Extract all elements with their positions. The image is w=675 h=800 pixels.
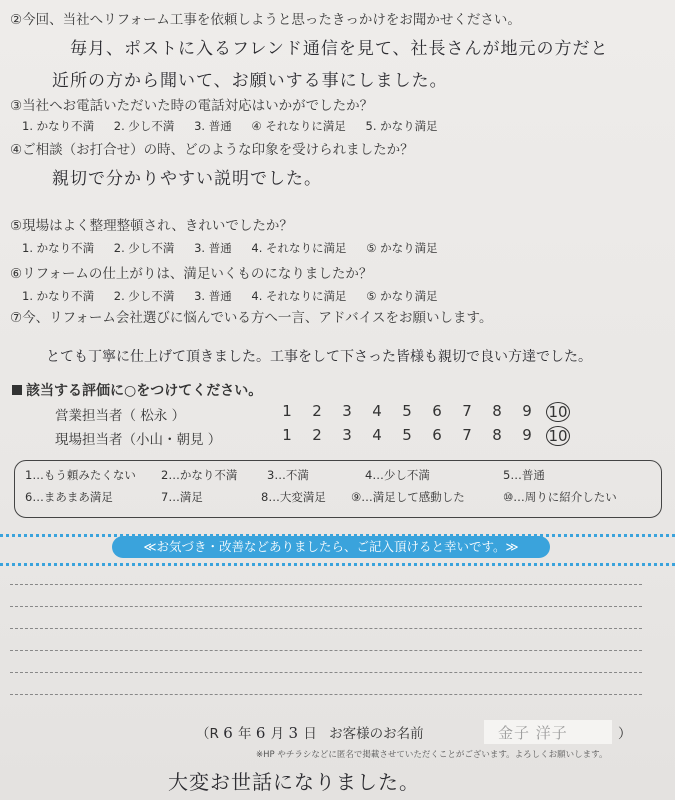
scale-item: ⑨…満足して感動した: [351, 490, 465, 504]
name-label: お客様のお名前: [329, 726, 424, 742]
rating-number-selected: 10: [546, 402, 570, 422]
customer-name-box: [484, 720, 612, 744]
comment-line: [10, 672, 642, 673]
customer-name: 金子 洋子: [498, 724, 568, 742]
rating-row-label: 営業担当者（ 松永 ）: [55, 408, 186, 424]
scale-item: 5…普通: [503, 468, 545, 482]
rating-number: 5: [402, 402, 412, 420]
question-7: ⑦今、リフォーム会社選びに悩んでいる方へ一言、アドバイスをお願いします。: [10, 310, 493, 326]
rating-number: 6: [432, 426, 442, 444]
rating-section-title: 該当する評価に○をつけてください。: [12, 380, 262, 400]
option-selected: ⑤ かなり満足: [366, 289, 438, 303]
rating-number: 4: [372, 426, 382, 444]
date-and-name: （R 6 年 6 月 3 日 お客様のお名前: [196, 724, 424, 742]
rating-number: 1: [282, 426, 292, 444]
option-selected: ⑤ かなり満足: [366, 241, 438, 255]
option: 5. かなり満足: [365, 119, 438, 133]
option: 2. 少し不満: [113, 289, 175, 303]
day-value: 3: [288, 724, 300, 742]
scale-item: 8…大変満足: [261, 490, 326, 504]
scale-item: 3…不満: [267, 468, 309, 482]
rating-row-label: 現場担当者（小山・朝見 ）: [55, 432, 222, 448]
answer-2-line1: 毎月、ポストに入るフレンド通信を見て、社長さんが地元の方だと: [70, 39, 609, 59]
options-6: [22, 288, 454, 304]
rating-number: 3: [342, 402, 352, 420]
comment-line: [10, 584, 642, 585]
rating-number: 9: [522, 402, 532, 420]
option: 1. かなり不満: [22, 119, 95, 133]
close-paren: ）: [618, 726, 632, 742]
rating-number: 7: [462, 402, 472, 420]
scale-item: 6…まあまあ満足: [25, 490, 113, 504]
question-6: ⑥リフォームの仕上がりは、満足いくものになりましたか？: [10, 266, 373, 282]
answer-4: 親切で分かりやすい説明でした。: [52, 169, 322, 189]
options-5: [22, 240, 454, 256]
rating-number: 5: [402, 426, 412, 444]
question-2: ②今回、当社へリフォーム工事を依頼しようと思ったきっかけをお聞かせください。: [10, 12, 521, 28]
rating-number-selected: 10: [546, 426, 570, 446]
rating-number: 8: [492, 426, 502, 444]
option: 4. それなりに満足: [251, 241, 347, 255]
rating-number: 3: [342, 426, 352, 444]
publication-note: ※HP やチラシなどに匿名で掲載させていただくことがございます。よろしくお願いします。: [256, 750, 608, 760]
option: 2. 少し不満: [113, 241, 175, 255]
rating-number: 8: [492, 402, 502, 420]
options-3: [22, 118, 454, 134]
option: 3. 普通: [194, 289, 232, 303]
question-4: ④ご相談（お打合せ）の時、どのような印象を受けられましたか？: [10, 142, 414, 158]
rating-number: 4: [372, 402, 382, 420]
rating-row-sales: [55, 404, 255, 424]
comment-line: [10, 628, 642, 629]
scale-item: ⑩…周りに紹介したい: [503, 490, 617, 504]
year-value: 6: [223, 724, 234, 742]
option: 2. 少し不満: [113, 119, 175, 133]
option: 3. 普通: [194, 241, 232, 255]
question-3: ③当社へお電話いただいた時の電話対応はいかがでしたか？: [10, 98, 374, 114]
rating-numbers-sales: [272, 402, 570, 422]
rating-number: 2: [312, 402, 322, 420]
option: 1. かなり不満: [22, 241, 95, 255]
option: 1. かなり不満: [22, 289, 95, 303]
comment-line: [10, 650, 642, 651]
rating-numbers-site: [272, 426, 570, 446]
option: 4. それなりに満足: [251, 289, 347, 303]
rating-number: 7: [462, 426, 472, 444]
month-value: 6: [255, 724, 267, 742]
rating-number: 9: [522, 426, 532, 444]
comment-line: [10, 606, 642, 607]
option-selected: ④ それなりに満足: [251, 119, 346, 133]
scale-item: 4…少し不満: [365, 468, 430, 482]
option: 3. 普通: [194, 119, 232, 133]
comment-banner: ≪お気づき・改善などありましたら、ご記入頂けると幸いです。≫: [112, 536, 550, 558]
answer-2-line2: 近所の方から聞いて、お願いする事にしました。: [52, 71, 448, 91]
question-5: ⑤現場はよく整理整頓され、きれいでしたか？: [10, 218, 293, 234]
scale-item: 1…もう頼みたくない: [25, 468, 136, 482]
answer-7: とても丁寧に仕上げて頂きました。工事をして下さった皆様も親切で良い方達でした。: [46, 349, 592, 365]
rating-number: 6: [432, 402, 442, 420]
comment-line: [10, 694, 642, 695]
scale-item: 2…かなり不満: [161, 468, 238, 482]
scale-item: 7…満足: [161, 490, 203, 504]
closing-remark: 大変お世話になりました。: [168, 770, 420, 794]
rating-row-site: [55, 428, 255, 448]
square-bullet-icon: [12, 385, 22, 395]
rating-number: 1: [282, 402, 292, 420]
rating-scale-legend: [14, 460, 662, 518]
rating-number: 2: [312, 426, 322, 444]
